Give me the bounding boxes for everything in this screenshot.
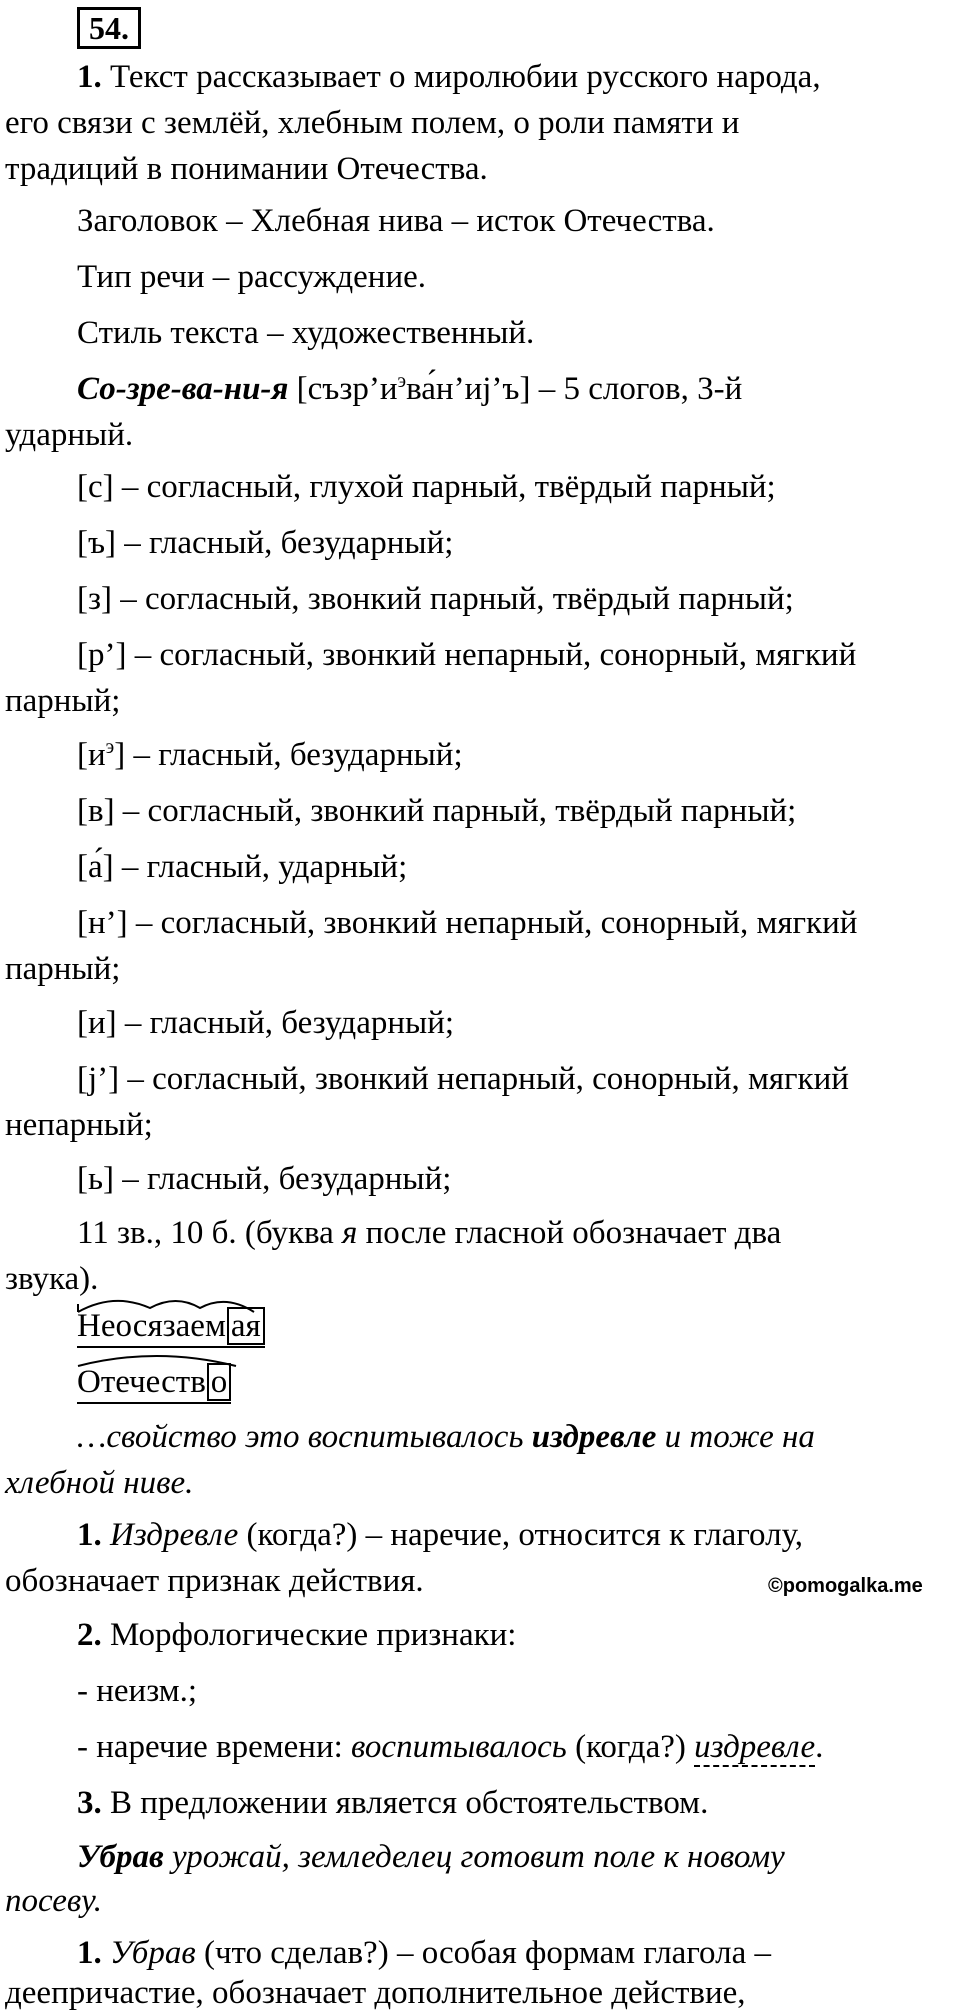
- speech-type-line: Тип речи – рассуждение.: [77, 259, 427, 295]
- count-text-a: 11 зв., 10 б. (буква: [77, 1215, 343, 1251]
- count-letter: я: [342, 1215, 358, 1251]
- text: Текст рассказывает о миролюбии русского народа,: [101, 59, 821, 95]
- paragraph-1-line-2: его связи с землёй, хлебным полем, о роли памяти и: [5, 105, 740, 141]
- analysis-1-line-2: обозначает признак действия.: [5, 1563, 424, 1599]
- feature-text: - наречие времени:: [77, 1729, 352, 1765]
- sound-line-cont: парный;: [5, 951, 121, 987]
- analysis-3-line: [5, 1782, 960, 1824]
- feature-line-2: [5, 1726, 960, 1768]
- transcription-b: ва́н’иj’ъ]: [406, 371, 531, 407]
- word-ending: ая: [227, 1307, 265, 1345]
- quote2-line-2: посеву.: [5, 1883, 103, 1919]
- sound-line-cont: непарный;: [5, 1107, 153, 1143]
- phonetic-heading-line-2: ударный.: [5, 417, 134, 453]
- feature-adverb: издревле: [694, 1729, 816, 1765]
- phonetic-word: Со-зре-ва-ни-я: [77, 371, 289, 407]
- analyzed-word: Убрав: [110, 1935, 196, 1971]
- sound-line: [с] – согласный, глухой парный, твёрдый парный;: [77, 469, 776, 505]
- word-ending: о: [207, 1363, 232, 1401]
- analysis-text: В предложении является обстоятельством.: [101, 1785, 709, 1821]
- count-line: [5, 1212, 960, 1254]
- item-number: 1.: [77, 1517, 102, 1553]
- feature-question: (когда?): [566, 1729, 695, 1765]
- sound-symbol: [и: [77, 737, 106, 773]
- count-line-2: звука).: [5, 1261, 99, 1297]
- feature-line-1: - неизм.;: [77, 1673, 198, 1709]
- analysis-b1-line-1: [5, 1932, 960, 1974]
- sound-desc: ] – гласный, безударный;: [114, 737, 463, 773]
- feature-end: .: [815, 1729, 824, 1765]
- analysis-text: Морфологические признаки:: [101, 1617, 517, 1653]
- word-stem: Отечеств: [77, 1364, 206, 1400]
- morpheme-word-1: [77, 1306, 265, 1348]
- item-number: 2.: [77, 1617, 102, 1653]
- analysis-text: (что сделав?) – особая формам глагола –: [195, 1935, 771, 1971]
- feature-verb: воспитывалось: [351, 1729, 567, 1765]
- paragraph-1-line-1: [5, 56, 960, 98]
- quote-line-1: [5, 1416, 960, 1458]
- exercise-number: 54.: [77, 7, 141, 49]
- sound-line: [н’] – согласный, звонкий непарный, сонорный, мягкий: [77, 905, 858, 941]
- analysis-1-line-1: [5, 1514, 960, 1556]
- morpheme-word-2: [77, 1362, 231, 1404]
- analysis-b1-line-2: деепричастие, обозначает дополнительное действие,: [5, 1975, 746, 2011]
- sound-line: [ъ] – гласный, безударный;: [77, 525, 454, 561]
- sound-line: [5, 734, 960, 776]
- quote-text-a: …свойство это воспитывалось: [77, 1419, 532, 1455]
- item-number: 1.: [77, 59, 102, 95]
- text-style-line: Стиль текста – художественный.: [77, 315, 535, 351]
- sound-line: [р’] – согласный, звонкий непарный, сонорный, мягкий: [77, 637, 857, 673]
- count-text-b: после гласной обозначает два: [357, 1215, 782, 1251]
- sound-line: [ь] – гласный, безударный;: [77, 1161, 452, 1197]
- title-line: Заголовок – Хлебная нива – исток Отечества.: [77, 203, 715, 239]
- quote-line-2: хлебной ниве.: [5, 1465, 194, 1501]
- quote2-text: урожай, земледелец готовит поле к новому: [163, 1839, 785, 1875]
- sound-line: [и] – гласный, безударный;: [77, 1005, 455, 1041]
- quote2-key-word: Убрав: [77, 1839, 164, 1875]
- item-number: 1.: [77, 1935, 102, 1971]
- sound-line-cont: парный;: [5, 683, 121, 719]
- quote-text-b: и тоже на: [656, 1419, 815, 1455]
- quote-key-word: издревле: [531, 1419, 657, 1455]
- analysis-text: (когда?) – наречие, относится к глаголу,: [238, 1517, 804, 1553]
- sound-line: [j’] – согласный, звонкий непарный, сонорный, мягкий: [77, 1061, 849, 1097]
- watermark: ©pomogalka.me: [768, 1575, 923, 1597]
- sound-line: [а́] – гласный, ударный;: [77, 849, 408, 885]
- phonetic-heading: [5, 368, 960, 410]
- word-stem: Неосязаем: [77, 1308, 226, 1344]
- analysis-2-line: [5, 1614, 960, 1656]
- transcription-a: [съзр’и: [288, 371, 398, 407]
- syllable-info: – 5 слогов, 3-й: [530, 371, 743, 407]
- paragraph-1-line-3: традиций в понимании Отечества.: [5, 151, 488, 187]
- item-number: 3.: [77, 1785, 102, 1821]
- quote2-line-1: [5, 1836, 960, 1878]
- sound-sup: э: [105, 736, 115, 758]
- transcription-sup: э: [397, 370, 407, 392]
- analyzed-word: Издревле: [110, 1517, 239, 1553]
- sound-line: [в] – согласный, звонкий парный, твёрдый парный;: [77, 793, 797, 829]
- sound-line: [з] – согласный, звонкий парный, твёрдый парный;: [77, 581, 794, 617]
